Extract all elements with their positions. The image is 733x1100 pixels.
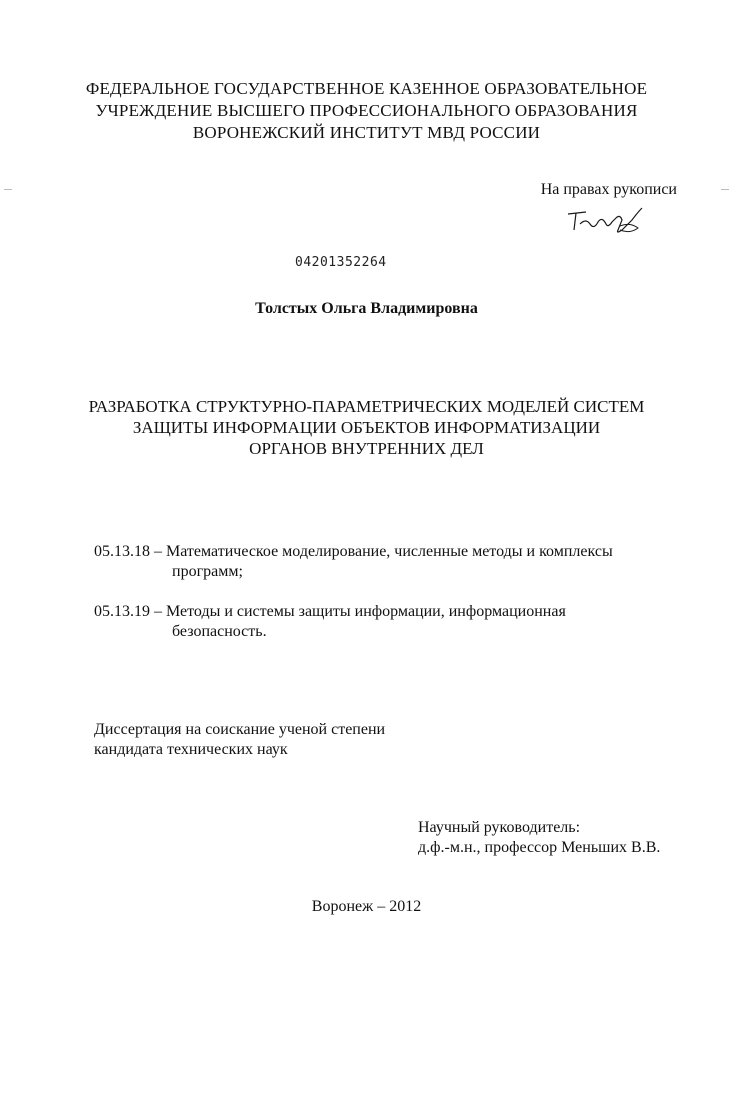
degree-line-2: кандидата технических наук xyxy=(94,741,288,758)
title-line-3: ОРГАНОВ ВНУТРЕННИХ ДЕЛ xyxy=(249,439,484,458)
dissertation-title xyxy=(0,396,733,459)
degree-line-1: Диссертация на соискание ученой степени xyxy=(94,721,386,738)
header-line-1: ФЕДЕРАЛЬНОЕ ГОСУДАРСТВЕННОЕ КАЗЕННОЕ ОБРАЗОВАТЕЛЬНОЕ xyxy=(85,79,648,98)
specialty-item xyxy=(94,542,613,582)
registration-number: 04201352264 xyxy=(295,255,387,270)
scientific-advisor xyxy=(418,818,660,858)
signature-image xyxy=(560,200,650,240)
advisor-label: Научный руководитель: xyxy=(418,819,581,836)
header-line-2: УЧРЕЖДЕНИЕ ВЫСШЕГО ПРОФЕССИОНАЛЬНОГО ОБРАЗОВАНИЯ xyxy=(95,101,638,120)
header-line-3: ВОРОНЕЖСКИЙ ИНСТИТУТ МВД РОССИИ xyxy=(192,123,541,142)
specialty-item xyxy=(94,602,566,642)
specialty-line-continued: безопасность. xyxy=(172,623,267,640)
scan-edge-mark xyxy=(4,189,12,190)
city-year: Воронеж – 2012 xyxy=(311,898,422,915)
author-name: Толстых Ольга Владимировна xyxy=(255,300,478,317)
title-line-1: РАЗРАБОТКА СТРУКТУРНО-ПАРАМЕТРИЧЕСКИХ МОДЕЛЕЙ СИСТЕМ xyxy=(88,397,645,416)
advisor-name: д.ф.-м.н., профессор Меньших В.В. xyxy=(418,839,661,856)
title-line-2: ЗАЩИТЫ ИНФОРМАЦИИ ОБЪЕКТОВ ИНФОРМАТИЗАЦИИ xyxy=(132,418,601,437)
scan-edge-mark xyxy=(721,189,729,190)
specialty-line: 05.13.19 – Методы и системы защиты информации, информационная xyxy=(94,603,566,620)
degree-statement xyxy=(94,720,385,760)
specialty-line-continued: программ; xyxy=(172,563,243,580)
institution-header xyxy=(0,78,733,144)
specialty-line: 05.13.18 – Математическое моделирование, численные методы и комплексы xyxy=(94,543,613,560)
manuscript-rights-note: На правах рукописи xyxy=(540,181,677,198)
